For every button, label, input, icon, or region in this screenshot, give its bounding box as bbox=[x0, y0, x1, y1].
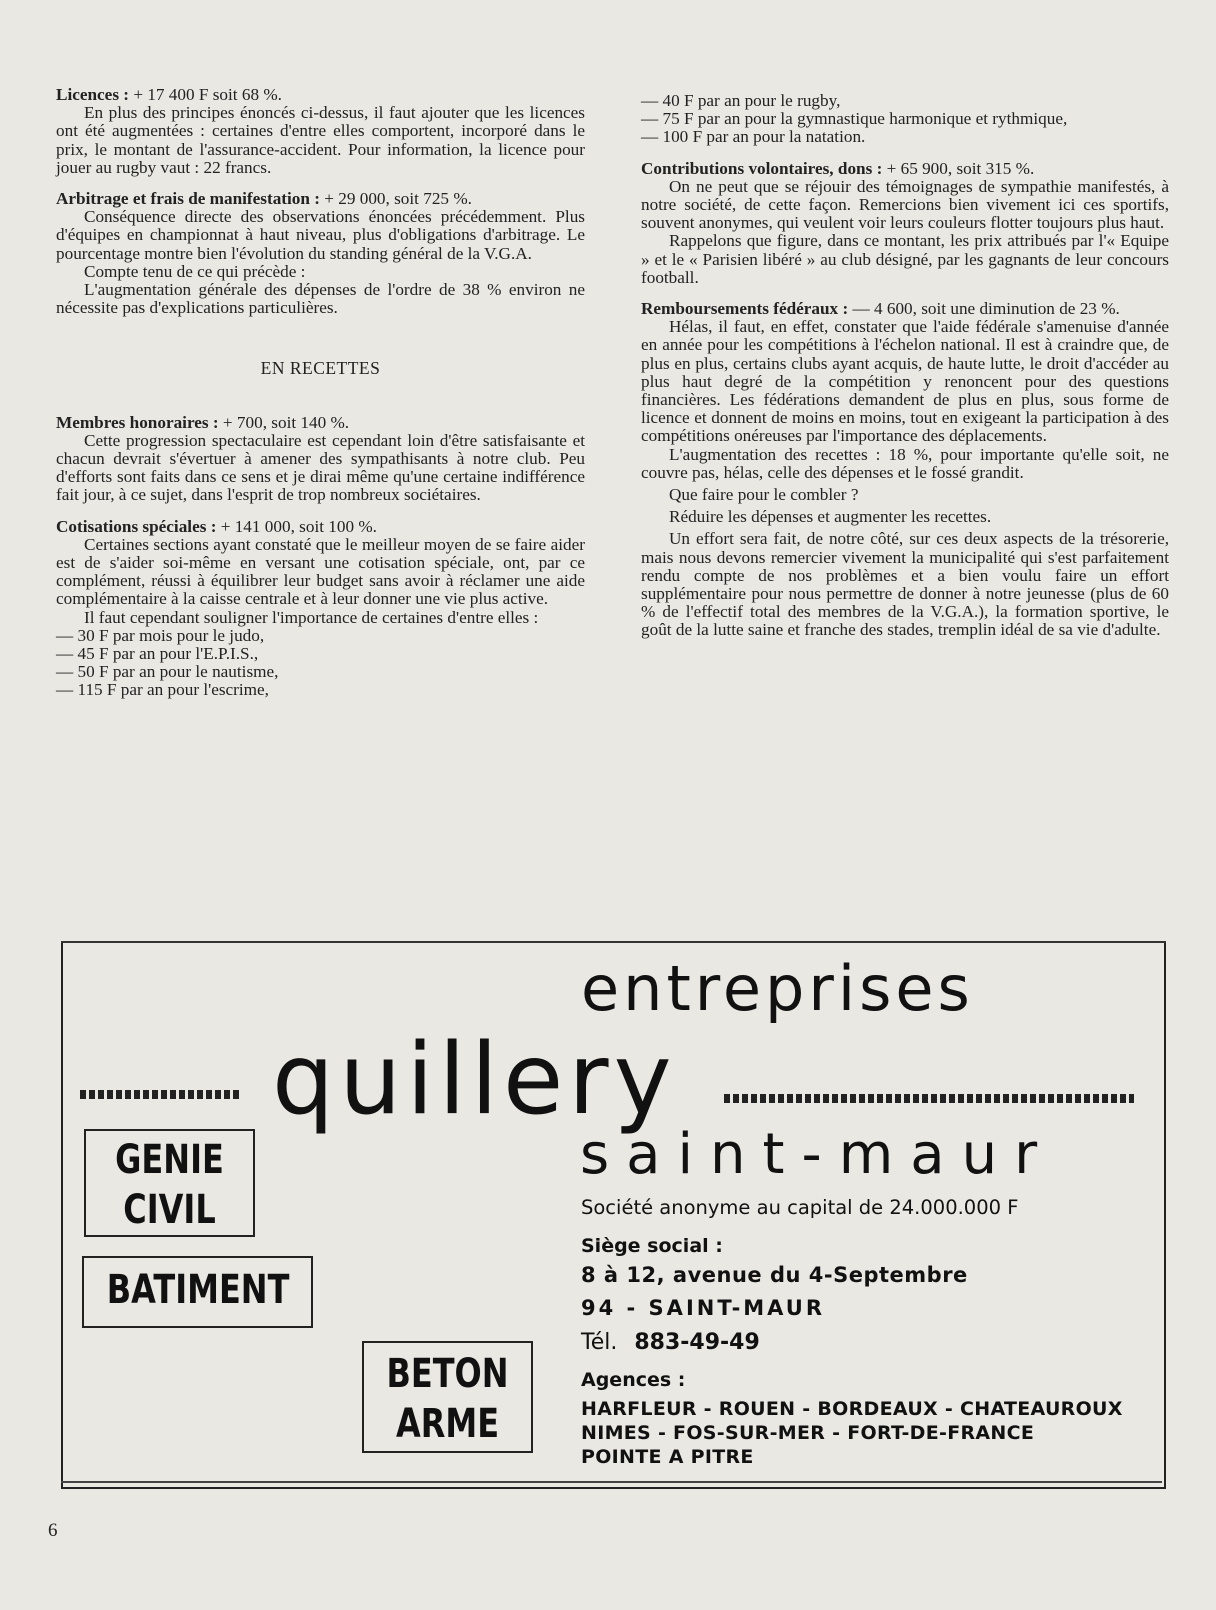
cotisations-heading: Cotisations spéciales : + 141 000, soit 100 %. bbox=[56, 516, 377, 536]
effort-text: Un effort sera fait, de notre côté, sur ces deux aspects de la trésorerie, mais nous devons remercier vivement la municipalité qui s'est parfaitement rendu compte de nos problèmes et a bien voulu faire un effort supplémentaire pour nous permettre de donner à notre jeunesse (plus de 60 % de l'effectif total des membres de la V.G.A.), la formation sportive, le goût de la lutte saine et franche des stades, tremplin idéal de sa vie d'adulte. bbox=[641, 529, 1169, 640]
genie-civil-box: GENIE CIVIL bbox=[84, 1129, 255, 1237]
licences-heading: Licences : + 17 400 F soit 68 %. bbox=[56, 85, 282, 104]
souligner-text: Il faut cependant souligner l'importance de certaines d'entre elles : bbox=[84, 607, 539, 627]
compte-tenu-text: Compte tenu de ce qui précède : bbox=[84, 261, 306, 281]
membres-text: Cette progression spectaculaire est cependant loin d'être satisfaisante et chacun devrait s'évertuer à amener des sympathisants à notre club. Peu d'efforts sont faits dans ce sens et je dirai même qu'une certaine indifférence fait jour, à ce sujet, dans l'esprit de trop nombreux sociétaires. bbox=[56, 430, 585, 505]
ad-agences-line2: NIMES - FOS-SUR-MER - FORT-DE-FRANCE bbox=[581, 1422, 1035, 1444]
ad-entreprises: entreprises bbox=[581, 952, 974, 1025]
list-item: — 40 F par an pour le rugby, bbox=[641, 91, 841, 110]
list-item: — 100 F par an pour la natation. bbox=[641, 127, 866, 147]
arbitrage-heading: Arbitrage et frais de manifestation : + 29 000, soit 725 %. bbox=[56, 189, 472, 209]
list-item: — 50 F par an pour le nautisme, bbox=[56, 662, 279, 682]
list-item: — 75 F par an pour la gymnastique harmonique et rythmique, bbox=[641, 109, 1068, 129]
ad-address-line1: 8 à 12, avenue du 4-Septembre bbox=[581, 1263, 968, 1287]
question-text: Que faire pour le combler ? bbox=[669, 485, 859, 505]
ad-saint-maur: saint-maur bbox=[580, 1122, 1055, 1187]
remboursements-heading: Remboursements fédéraux : — 4 600, soit une diminution de 23 %. bbox=[641, 299, 1120, 319]
ad-dotted-rule-right bbox=[724, 1094, 1134, 1103]
left-column bbox=[56, 86, 585, 700]
cotisations-text: Certaines sections ayant constaté que le meilleur moyen de se faire aider est de s'aider soi-même en versant une cotisation spéciale, ont, par ce complément, réussi à équilibrer leur budget sans avoir à réclamer une aide complémentaire à la caisse centrale et à leur donner une vie plus active. bbox=[56, 534, 585, 609]
ad-siege-label: Siège social : bbox=[581, 1235, 723, 1257]
right-column bbox=[641, 92, 1169, 640]
arbitrage-text: Conséquence directe des observations énoncées précédemment. Plus d'équipes en championnat à haut niveau, plus d'obligations d'arbitrage. Le pourcentage montre bien l'évolution du standing général de la V.G.A. bbox=[56, 207, 585, 263]
recettes-text: L'augmentation des recettes : 18 %, pour importante qu'elle soit, ne couvre pas, hélas, celle des dépenses et le fossé grandit. bbox=[641, 444, 1169, 482]
reduire-text: Réduire les dépenses et augmenter les recettes. bbox=[669, 507, 992, 527]
ad-agences-label: Agences : bbox=[581, 1369, 686, 1391]
ad-quillery: quillery bbox=[272, 1023, 677, 1137]
section-title: EN RECETTES bbox=[260, 358, 381, 379]
augmentation-text: L'augmentation générale des dépenses de l'ordre de 38 % environ ne nécessite pas d'explications particulières. bbox=[56, 280, 585, 318]
ad-bottom-rule bbox=[61, 1481, 1162, 1483]
licences-text: En plus des principes énoncés ci-dessus, il faut ajouter que les licences ont été augmentées : certaines d'entre elles comportent, incorporé dans le prix, le montant de l'assurance-accident. Pour information, la licence pour jouer au rugby vaut : 22 francs. bbox=[56, 103, 585, 177]
list-item: — 115 F par an pour l'escrime, bbox=[56, 680, 269, 700]
ad-address-line2: 94 - SAINT-MAUR bbox=[581, 1296, 826, 1320]
beton-arme-box: BETON ARME bbox=[362, 1341, 533, 1453]
page-number: 6 bbox=[48, 1520, 58, 1541]
contributions-text: On ne peut que se réjouir des témoignages de sympathie manifestés, à notre société, de cette façon. Remercions bien vivement ici ces sportifs, souvent anonymes, qui veulent voir leurs couleurs flotter toujours plus haut. bbox=[641, 176, 1169, 233]
batiment-box: BATIMENT bbox=[82, 1256, 313, 1328]
remboursements-text: Hélas, il faut, en effet, constater que l'aide fédérale s'amenuise d'année en année pour les compétitions à l'échelon national. Il est à craindre que, de plus en plus, certains clubs ayant acquis, de haute lutte, le droit d'accéder au plus haut degré de la compétition y renoncent pour des questions financières. Les fédérations demandent de plus en plus, sous forme de licence et donnent de moins en moins, tout en exigeant la participation à des compétitions onéreuses par l'importance des déplacements. bbox=[641, 317, 1169, 446]
ad-agences-line3: POINTE A PITRE bbox=[581, 1446, 754, 1468]
contributions-heading: Contributions volontaires, dons : + 65 900, soit 315 %. bbox=[641, 158, 1035, 178]
ad-agences-line1: HARFLEUR - ROUEN - BORDEAUX - CHATEAUROUX bbox=[581, 1398, 1123, 1420]
list-item: — 30 F par mois pour le judo, bbox=[56, 625, 265, 645]
list-item: — 45 F par an pour l'E.P.I.S., bbox=[56, 644, 259, 664]
membres-heading: Membres honoraires : + 700, soit 140 %. bbox=[56, 412, 350, 432]
ad-dotted-rule-left bbox=[80, 1090, 242, 1099]
rappelons-text: Rappelons que figure, dans ce montant, les prix attribués par l'« Equipe » et le « Parisien libéré » au club désigné, par les gagnants de leur concours football. bbox=[641, 231, 1169, 287]
ad-telephone: Tél. 883-49-49 bbox=[581, 1330, 760, 1355]
ad-capital: Société anonyme au capital de 24.000.000 F bbox=[581, 1196, 1019, 1219]
